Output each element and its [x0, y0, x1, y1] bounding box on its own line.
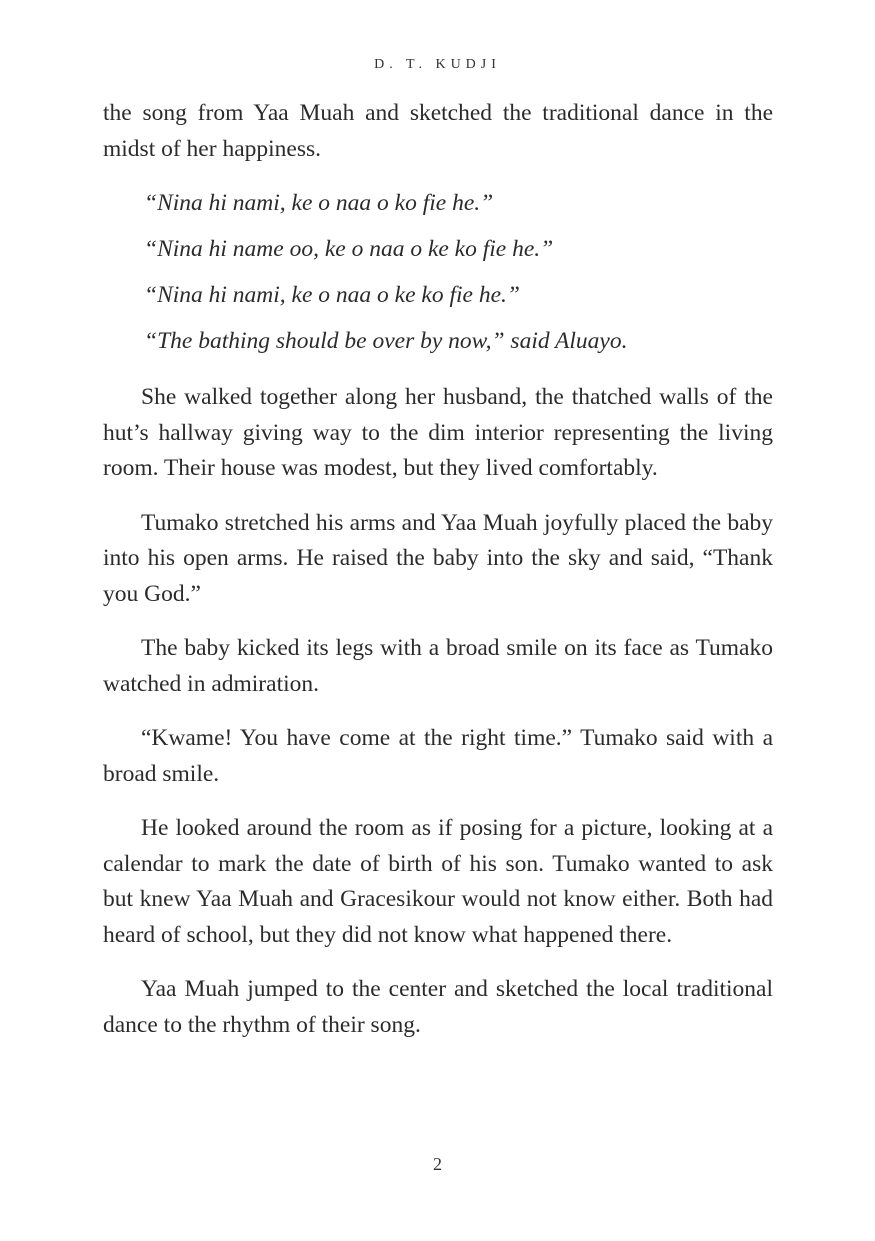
verse-line: “Nina hi nami, ke o naa o ke ko fie he.” — [144, 282, 520, 308]
running-head-author: D. T. KUDJI — [374, 57, 501, 72]
body-paragraph: He looked around the room as if posing for a picture, looking at a calendar to mark the date of birth of his son. Tumako wanted to ask but knew Yaa Muah and Gracesikour would not know either. Both had heard of school, but they did not know what happened there. — [103, 815, 773, 948]
opening-paragraph: the song from Yaa Muah and sketched the traditional dance in the midst of her happiness. — [103, 100, 773, 162]
body-paragraph: She walked together along her husband, the thatched walls of the hut’s hallway giving way to the dim interior representing the living room. Their house was modest, but they lived comfortably. — [103, 384, 773, 481]
song-verses — [103, 186, 773, 359]
page-body — [103, 96, 773, 1062]
verse-line: “Nina hi name oo, ke o naa o ke ko fie he.” — [144, 236, 554, 262]
body-paragraph: “Kwame! You have come at the right time.” Tumako said with a broad smile. — [103, 725, 773, 787]
body-paragraph: Yaa Muah jumped to the center and sketched the local traditional dance to the rhythm of their song. — [103, 976, 773, 1038]
body-paragraph: Tumako stretched his arms and Yaa Muah joyfully placed the baby into his open arms. He raised the baby into the sky and said, “Thank you God.” — [103, 509, 773, 607]
verse-line: “The bathing should be over by now,” said Aluayo. — [144, 328, 628, 354]
page-number: 2 — [433, 1154, 442, 1174]
body-paragraph: The baby kicked its legs with a broad smile on its face as Tumako watched in admiration. — [103, 635, 773, 697]
verse-line: “Nina hi nami, ke o naa o ko fie he.” — [144, 190, 494, 216]
